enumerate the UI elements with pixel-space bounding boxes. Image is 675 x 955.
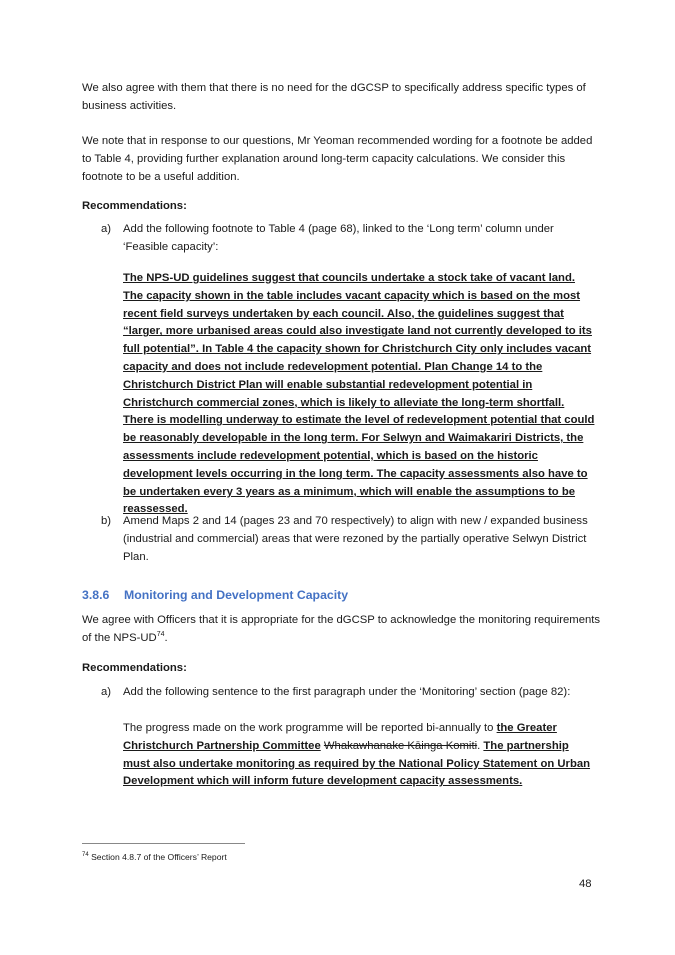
- footnote-reference[interactable]: 74: [156, 631, 165, 639]
- paragraph-monitoring-intro: [82, 612, 602, 648]
- recommendation-text: Amend Maps 2 and 14 (pages 23 and 70 respectively) to align with new / expanded business (industrial and commercial) areas that were rezoned by the partially operative Selwyn District Plan.: [123, 515, 588, 563]
- intro-end: .: [164, 631, 168, 644]
- section-title: Monitoring and Development Capacity: [124, 588, 349, 602]
- section-heading: [82, 586, 348, 604]
- footnote-number: 74: [82, 852, 89, 859]
- sentence-deleted: Whakawhanake Kāinga Komiti: [323, 739, 478, 752]
- sentence-added: the Greater Christchurch Partnership Committee: [123, 722, 557, 752]
- paragraph-yeoman-footnote: We note that in response to our questions, Mr Yeoman recommended wording for a footnote be added to Table 4, providing further explanation around long-term capacity calculations. We consider this footnote to be a useful addition.: [82, 135, 593, 183]
- sentence-separator: .: [477, 739, 484, 752]
- paragraph-business-activities: We also agree with them that there is no need for the dGCSP to specifically address specific types of business activities.: [82, 82, 586, 112]
- page-number: 48: [579, 878, 592, 890]
- section-number: 3.8.6: [82, 588, 110, 602]
- footnote-text: Section 4.8.7 of the Officers’ Report: [88, 852, 227, 862]
- footnote-divider: [82, 843, 245, 844]
- list-marker: a): [101, 686, 112, 698]
- recommendation-text: Add the following footnote to Table 4 (page 68), linked to the ‘Long term’ column under ‘Feasible capacity’:: [123, 223, 554, 253]
- recommendation-text: Add the following sentence to the first paragraph under the ‘Monitoring’ section (page 82):: [123, 686, 571, 698]
- list-marker: a): [101, 223, 112, 235]
- list-marker: b): [101, 515, 112, 527]
- footnote: [82, 851, 227, 863]
- recommendations-heading: Recommendations:: [82, 200, 187, 212]
- proposed-monitoring-sentence: [123, 720, 595, 791]
- sentence-added: The partnership must also undertake monitoring as required by the National Policy Statement on Urban Development which will inform future development capacity assessments.: [123, 739, 591, 788]
- sentence-plain: The progress made on the work programme will be reported bi-annually to: [123, 722, 497, 734]
- recommendations-heading: Recommendations:: [82, 662, 187, 674]
- proposed-footnote-text: The NPS-UD guidelines suggest that councils undertake a stock take of vacant land. The capacity shown in the table includes vacant capacity which is based on the most recent field surveys undertaken by each council. Also, the guidelines suggest that “larger, more urbanised areas could also investigate land not currently developed to its full potential”. In Table 4 the capacity shown for Christchurch City only includes vacant capacity and does not include redevelopment potential. Plan Change 14 to the Christchurch District Plan will enable substantial redevelopment potential in Christchurch commercial zones, which is likely to alleviate the long-term shortfall. There is modelling underway to estimate the level of redevelopment potential that could be reasonably developable in the long term. For Selwyn and Waimakariri Districts, the assessments include redevelopment potential, which is based on the historic development levels occurring in the long term. The capacity assessments also have to be undertaken every 3 years as a minimum, which will enable the assumptions to be reassessed.: [123, 272, 595, 516]
- intro-text: We agree with Officers that it is appropriate for the dGCSP to acknowledge the monitoring requirements of the NPS-UD: [82, 614, 601, 644]
